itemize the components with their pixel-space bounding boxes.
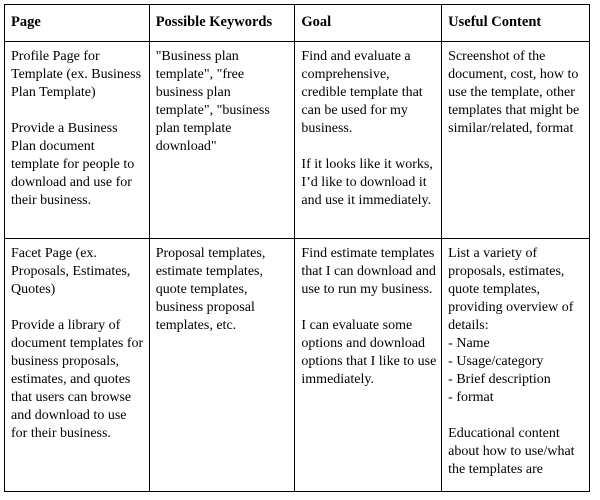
useful-content-list: List a variety of proposals, estimates, quote templates, providing overview of details: - Name - Usage/category - Brief description - format [448,246,574,405]
table-row-profile-page [5,42,590,239]
page-description: Provide a library of document templates for business proposals, estimates, and quotes that users can browse and download to use for their business. [11,318,144,441]
page-name: Facet Page (ex. Proposals, Estimates, Quotes) [11,246,131,297]
table-header-row [5,5,590,42]
goal-text: Find and evaluate a comprehensive, credible template that can be used for my business. [301,49,423,136]
table-row-facet-page [5,239,590,492]
cell-goal [295,42,442,239]
cell-keywords [149,239,295,492]
keywords-text: "Business plan template", "free business plan template", "business plan template download" [155,49,270,154]
useful-content-text: Screenshot of the document, cost, how to use the template, other templates that might be similar/related, format [448,49,580,136]
goal-text: Find estimate templates that I can download and use to run my business. [301,246,436,297]
goal-text-secondary: I can evaluate some options and download options that I like to use immediately. [301,318,437,387]
cell-goal [295,239,442,492]
page-name: Profile Page for Template (ex. Business Plan Template) [11,49,142,100]
useful-content-educational: Educational content about how to use/what the templates are [448,426,575,477]
content-planning-table [4,4,590,492]
cell-page [5,42,150,239]
header-useful-content: Useful Content [442,5,590,42]
header-goal: Goal [295,5,442,42]
cell-page [5,239,150,492]
cell-keywords [149,42,295,239]
page-description: Provide a Business Plan document template for people to download and use for their business. [11,121,135,208]
cell-useful-content [442,239,590,492]
goal-text-secondary: If it looks like it works, I’d like to download it and use it immediately. [301,157,433,208]
cell-useful-content [442,42,590,239]
header-page: Page [5,5,150,42]
keywords-text: Proposal templates, estimate templates, quote templates, business proposal templates, etc. [155,246,266,333]
header-possible-keywords: Possible Keywords [149,5,295,42]
